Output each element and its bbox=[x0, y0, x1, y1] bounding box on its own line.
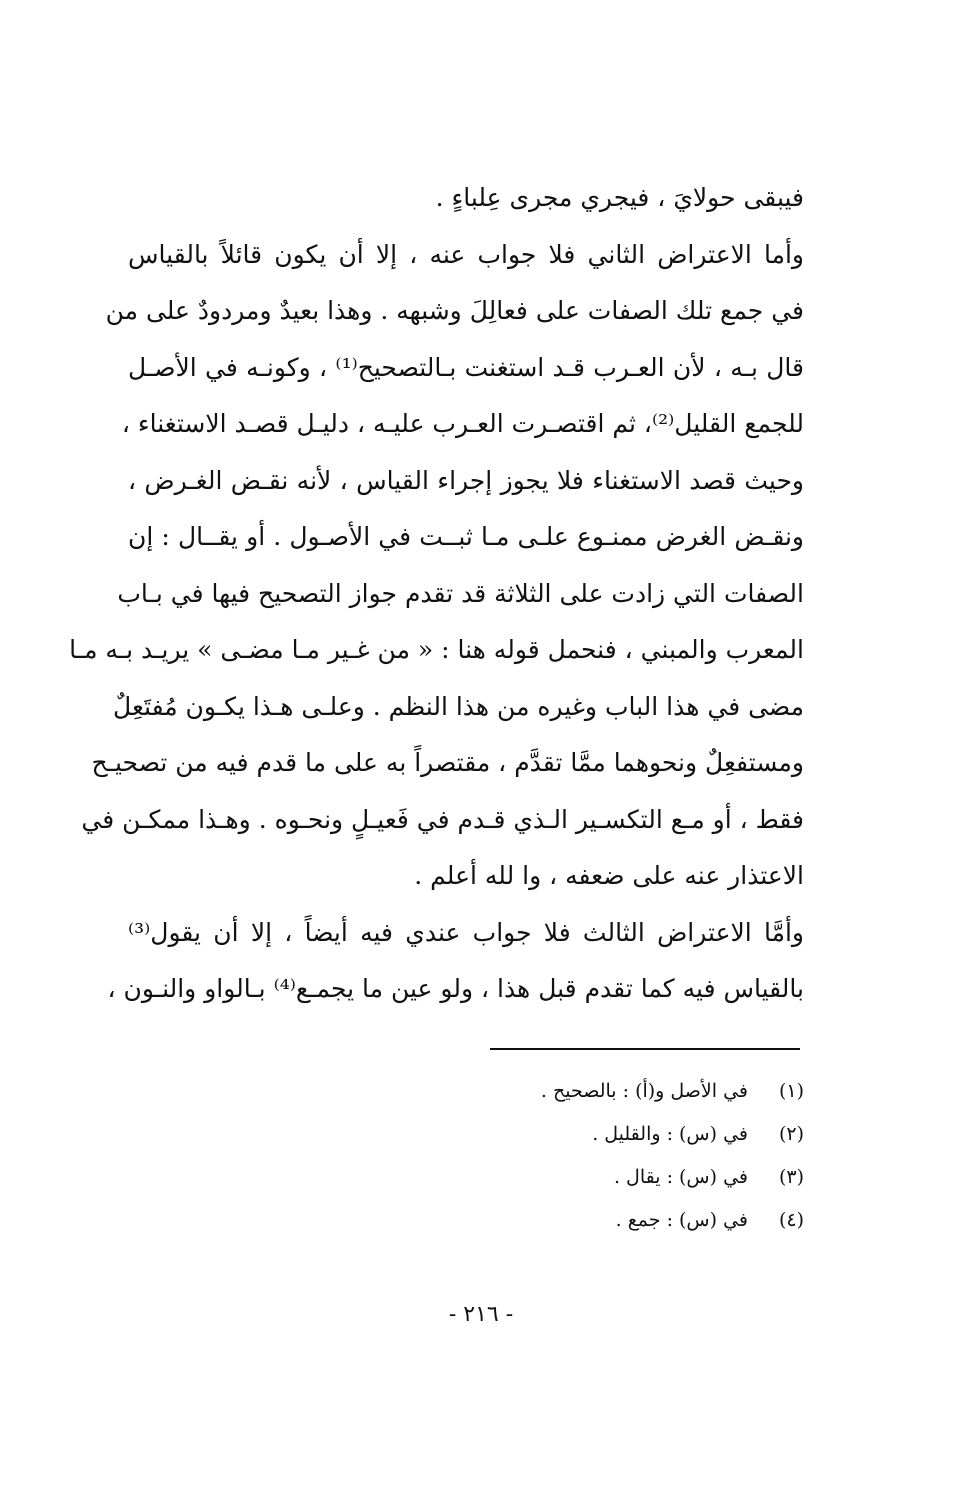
text-line: فقط ، أو مـع التكسـير الـذي قـدم في فَعيـلٍ ونحـوه . وهـذا ممكـن في bbox=[81, 804, 804, 834]
text-line: الاعتذار عنه على ضعفه ، وا لله أعلم . bbox=[414, 861, 804, 890]
text-line: وحيث قصد الاستغناء فلا يجوز إجراء القياس ، لأنه نقـض الغـرض ، bbox=[128, 465, 804, 495]
text-line: قال بـه ، لأن العـرب قـد استغنت بـالتصحيح⁽¹⁾ ، وكونـه في الأصـل bbox=[128, 352, 804, 382]
footnote bbox=[404, 1070, 804, 1113]
main-text bbox=[69, 170, 804, 1018]
footnote-number: (١) bbox=[778, 1080, 804, 1102]
footnote-number: (٤) bbox=[778, 1209, 804, 1231]
footnote-number: (٣) bbox=[778, 1166, 804, 1188]
page-number: - ٢١٦ - bbox=[448, 1302, 514, 1327]
text-line: في جمع تلك الصفات على فعالِلَ وشبهه . وهذا بعيدٌ ومردودٌ على من bbox=[105, 296, 804, 325]
footnotes bbox=[404, 1070, 804, 1242]
text-line: للجمع القليل⁽²⁾، ثم اقتصـرت العـرب عليـه ، دليـل قصـد الاستغناء ، bbox=[121, 409, 804, 438]
text-line: المعرب والمبني ، فنحمل قوله هنا : « من غـير مـا مضـى » يريـد بـه مـا bbox=[69, 635, 804, 664]
footnote-separator bbox=[490, 1048, 800, 1050]
text-line: مضى في هذا الباب وغيره من هذا النظم . وعلـى هـذا يكـون مُفتَعِلٌ bbox=[113, 691, 804, 721]
footnote bbox=[404, 1113, 804, 1156]
footnote-number: (٢) bbox=[778, 1123, 804, 1145]
text-line: ومستفعِلٌ ونحوهما ممَّا تقدَّم ، مقتصراً به على ما قدم فيه من تصحيـح bbox=[91, 748, 804, 777]
footnote-text: في (س) : يقال . bbox=[613, 1166, 748, 1188]
text-line: وأمَّا الاعتراض الثالث فلا جواب عندي فيه أيضاً ، إلا أن يقول⁽³⁾ bbox=[128, 917, 804, 947]
footnote-text: في (س) : جمع . bbox=[615, 1209, 748, 1231]
text-line: بالقياس فيه كما تقدم قبل هذا ، ولو عين ما يجمـع⁽⁴⁾ بـالواو والنـون ، bbox=[107, 974, 804, 1003]
text-line: ونقـض الغرض ممنـوع علـى مـا ثبــت في الأصـول . أو يقــال : إن bbox=[128, 522, 804, 551]
footnote-text: في (س) : والقليل . bbox=[592, 1123, 748, 1145]
footnote bbox=[404, 1199, 804, 1242]
text-line: فيبقى حولايَ ، فيجري مجرى عِلباءٍ . bbox=[435, 183, 804, 212]
text-line: الصفات التي زادت على الثلاثة قد تقدم جواز التصحيح فيها في بـاب bbox=[117, 578, 804, 608]
text-line: وأما الاعتراض الثاني فلا جواب عنه ، إلا أن يكون قائلاً بالقياس bbox=[128, 239, 804, 269]
footnote bbox=[404, 1156, 804, 1199]
footnote-text: في الأصل و(أ) : بالصحيح . bbox=[540, 1080, 748, 1102]
